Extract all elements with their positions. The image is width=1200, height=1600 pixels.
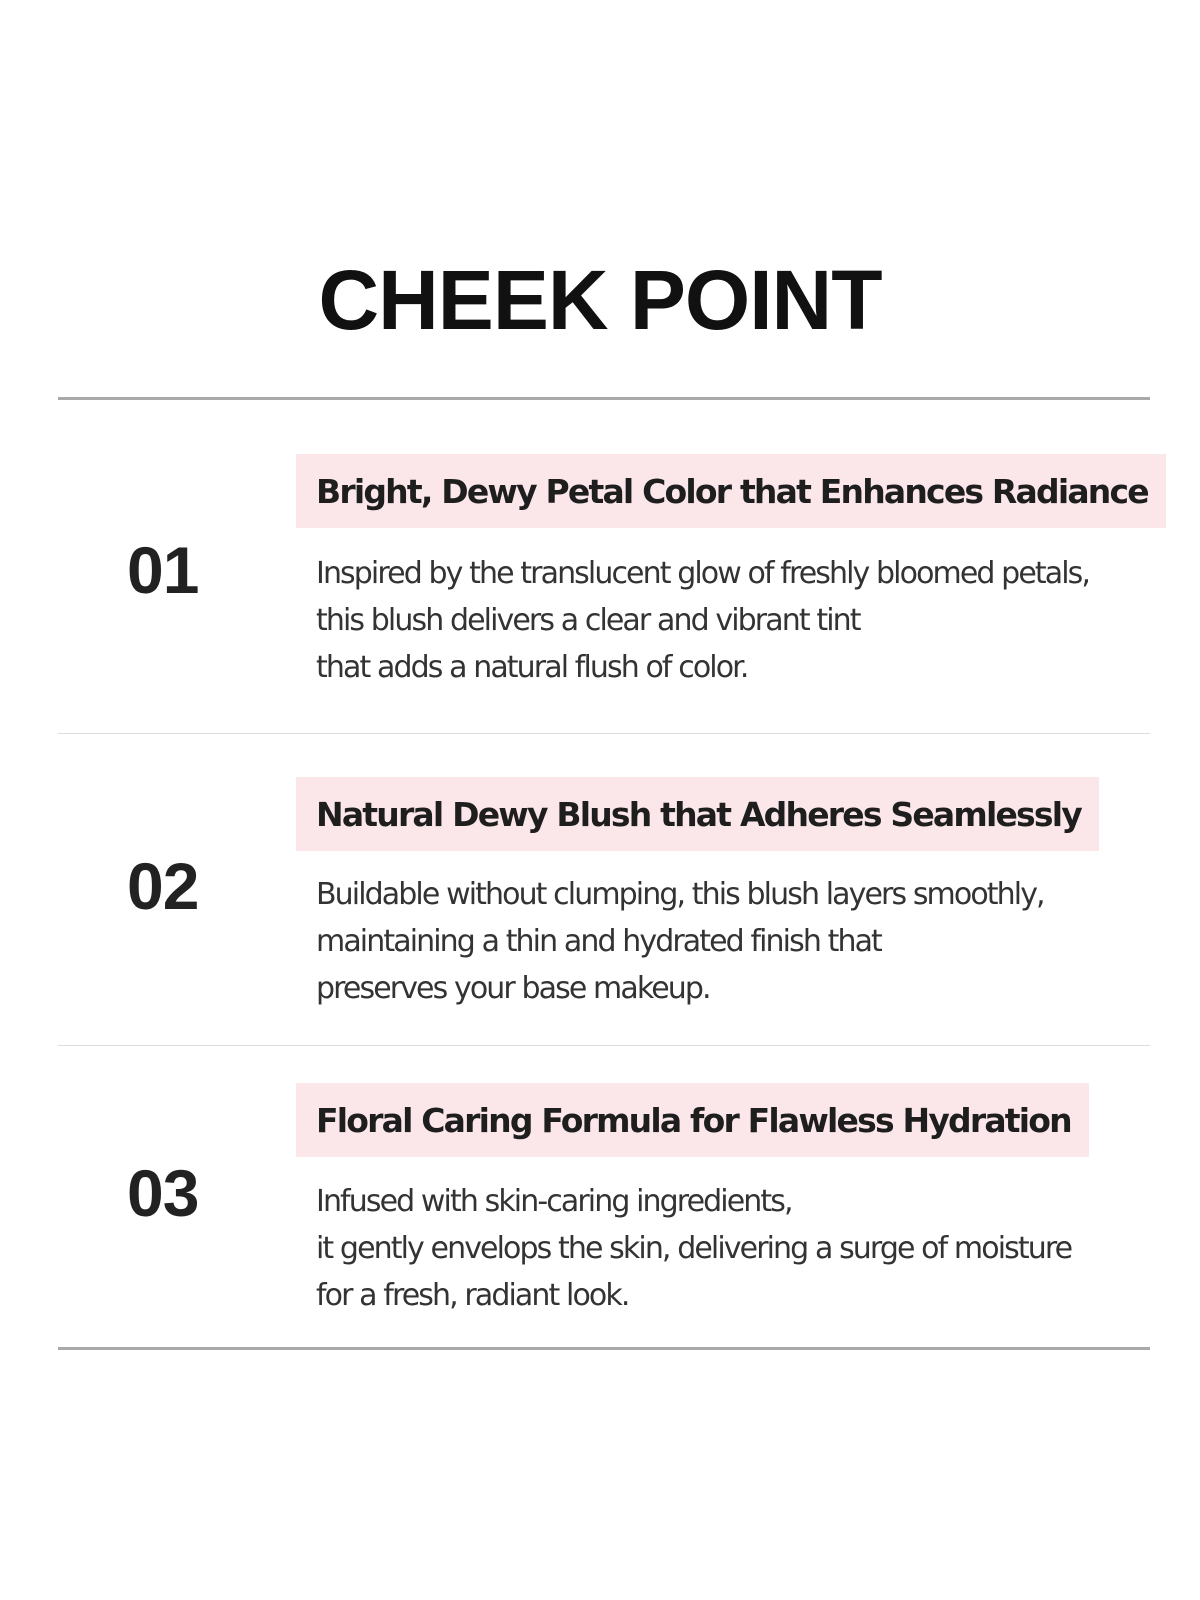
description-line: that adds a natural flush of color. [316, 650, 748, 685]
point-number: 01 [127, 533, 199, 607]
description-line: Infused with skin-caring ingredients, [316, 1184, 792, 1219]
description-line: Buildable without clumping, this blush layers smoothly, [316, 877, 1044, 912]
description-line: for a fresh, radiant look. [316, 1278, 629, 1313]
bottom-divider [58, 1347, 1150, 1350]
description-line: preserves your base makeup. [316, 971, 710, 1006]
description-line: Inspired by the translucent glow of freshly bloomed petals, [316, 556, 1090, 591]
point-headline-highlight [296, 454, 1166, 528]
description-line: maintaining a thin and hydrated finish that [316, 924, 881, 959]
section-divider [58, 733, 1150, 734]
point-description [316, 871, 1176, 1012]
section-divider [58, 1045, 1150, 1046]
point-headline-highlight [296, 777, 1099, 851]
top-divider [58, 397, 1150, 400]
point-description [316, 1178, 1176, 1319]
page-title: CHEEK POINT [318, 253, 882, 347]
description-line: it gently envelops the skin, delivering a surge of moisture [316, 1231, 1072, 1266]
point-number: 02 [127, 849, 199, 923]
point-headline: Bright, Dewy Petal Color that Enhances Radiance [316, 471, 1148, 511]
point-headline-highlight [296, 1083, 1089, 1157]
point-number: 03 [127, 1156, 199, 1230]
point-headline: Natural Dewy Blush that Adheres Seamlessly [316, 794, 1081, 834]
point-description [316, 550, 1176, 691]
point-headline: Floral Caring Formula for Flawless Hydration [316, 1100, 1071, 1140]
description-line: this blush delivers a clear and vibrant tint [316, 603, 860, 638]
